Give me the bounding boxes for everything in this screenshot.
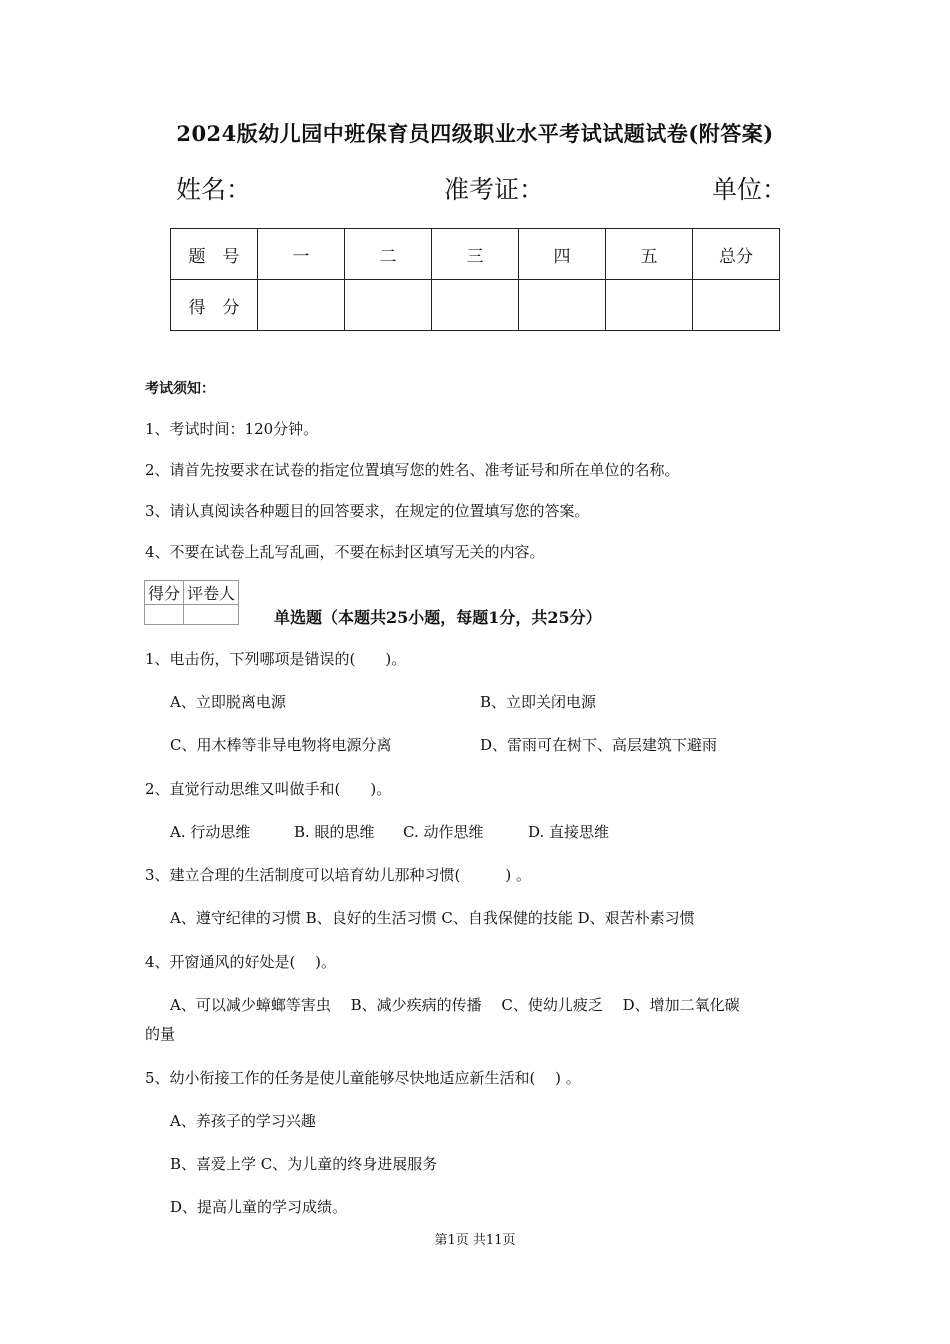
question-stem: 5、幼小衔接工作的任务是使儿童能够尽快地适应新生活和( ) 。 <box>145 1069 581 1087</box>
option-b-c: B、喜爱上学 C、为儿童的终身进展服务 <box>170 1155 438 1173</box>
score-table-header-cell: 题 号 <box>171 229 258 280</box>
score-cell[interactable] <box>519 280 606 331</box>
name-field-label: 姓名： <box>176 175 252 204</box>
page-footer: 第1页 共11页 <box>434 1233 516 1248</box>
question-stem: 2、直觉行动思维又叫做手和( )。 <box>145 780 392 798</box>
score-cell[interactable] <box>432 280 519 331</box>
question-stem: 4、开窗通风的好处是( )。 <box>145 953 337 971</box>
grader-score-cell[interactable] <box>145 605 184 625</box>
score-table-header-cell: 一 <box>258 229 345 280</box>
exam-number-field-label: 准考证： <box>444 175 545 204</box>
unit-field-label: 单位： <box>712 175 788 204</box>
score-table-header-row <box>171 229 780 280</box>
score-cell[interactable] <box>693 280 780 331</box>
notes-heading: 考试须知： <box>145 381 215 397</box>
option-d: D. 直接思维 <box>528 823 610 841</box>
note-item: 2、请首先按要求在试卷的指定位置填写您的姓名、准考证号和所在单位的名称。 <box>145 461 680 479</box>
option-a: A、养孩子的学习兴趣 <box>170 1112 316 1130</box>
score-table-header-cell: 四 <box>519 229 606 280</box>
score-table-header-cell: 总分 <box>693 229 780 280</box>
exam-title: 2024版幼儿园中班保育员四级职业水平考试试题试卷(附答案) <box>176 121 774 146</box>
option-b: B、立即关闭电源 <box>480 693 597 711</box>
option-c: C、用木棒等非导电物将电源分离 <box>170 736 392 754</box>
note-item: 1、考试时间：120分钟。 <box>145 420 319 438</box>
score-table-header-cell: 三 <box>432 229 519 280</box>
grader-reviewer-label: 评卷人 <box>184 581 239 605</box>
options-line-continued: 的量 <box>145 1025 176 1043</box>
question-stem: 1、电击伤，下列哪项是错误的( )。 <box>145 650 407 668</box>
grader-table <box>144 580 239 625</box>
option-b: B. 眼的思维 <box>294 823 375 841</box>
option-a: A、立即脱离电源 <box>170 693 286 711</box>
question-stem: 3、建立合理的生活制度可以培育幼儿那种习惯( ) 。 <box>145 866 532 884</box>
options-line: A、遵守纪律的习惯 B、良好的生活习惯 C、自我保健的技能 D、艰苦朴素习惯 <box>170 909 695 927</box>
score-table-header-cell: 二 <box>345 229 432 280</box>
grader-score-label: 得分 <box>145 581 184 605</box>
score-table-header-cell: 五 <box>606 229 693 280</box>
option-d: D、提高儿童的学习成绩。 <box>170 1198 348 1216</box>
options-line: A、可以减少蟑螂等害虫 B、减少疾病的传播 C、使幼儿疲乏 D、增加二氧化碳 <box>170 996 740 1014</box>
section-title: 单选题（本题共25小题，每题1分，共25分） <box>274 608 602 627</box>
option-c: C. 动作思维 <box>403 823 484 841</box>
option-a: A. 行动思维 <box>170 823 251 841</box>
score-cell[interactable] <box>258 280 345 331</box>
grader-reviewer-cell[interactable] <box>184 605 239 625</box>
score-table-score-row <box>171 280 780 331</box>
score-cell[interactable] <box>345 280 432 331</box>
score-cell[interactable] <box>606 280 693 331</box>
score-table <box>170 228 780 331</box>
score-row-label: 得 分 <box>171 280 258 331</box>
note-item: 4、不要在试卷上乱写乱画，不要在标封区填写无关的内容。 <box>145 543 545 561</box>
option-d: D、雷雨可在树下、高层建筑下避雨 <box>480 736 718 754</box>
note-item: 3、请认真阅读各种题目的回答要求，在规定的位置填写您的答案。 <box>145 502 590 520</box>
